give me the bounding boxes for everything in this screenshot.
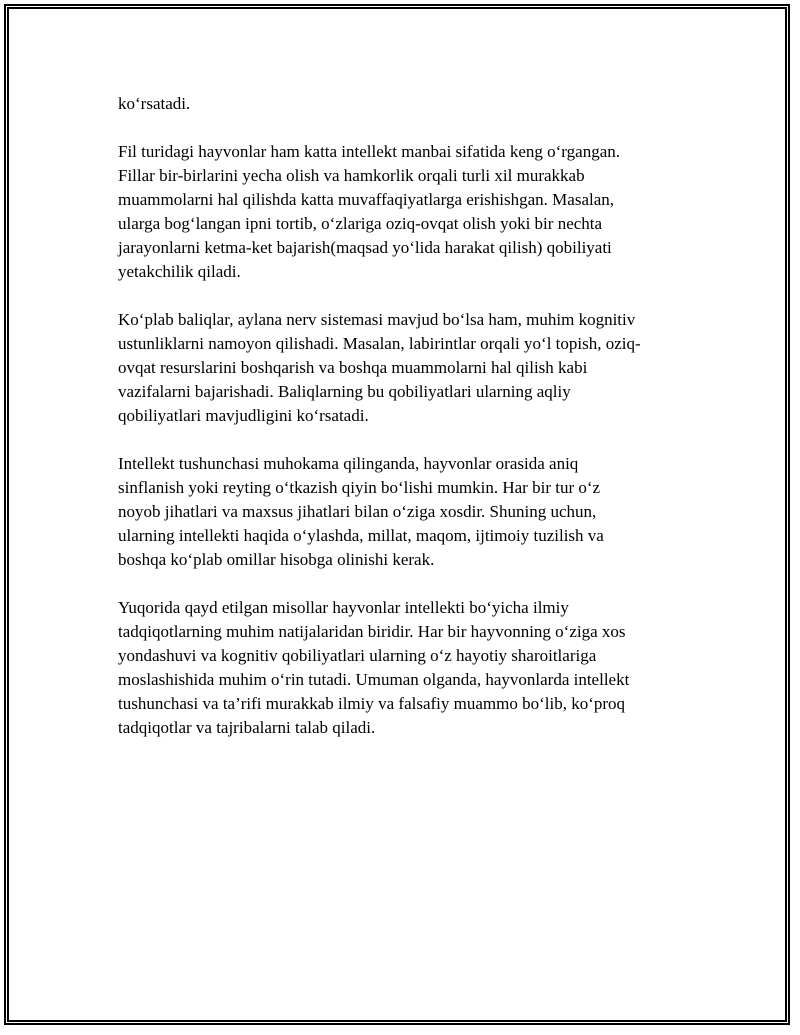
paragraph-fish: Ko‘plab baliqlar, aylana nerv sistemasi mavjud bo‘lsa ham, muhim kognitiv ustunliklarni namoyon qilishadi. Masalan, labirintlar orqali yo‘l topish, oziq- ovqat resurslarini boshqarish va boshqa muammolarni hal qilish kabi vazifalarni bajarishadi. Baliqlarning bu qobiliyatlari ularning aqliy qobiliyatlari mavjudligini ko‘rsatadi. bbox=[118, 310, 641, 425]
paragraph-intelligence-concept: Intellekt tushunchasi muhokama qilinganda, hayvonlar orasida aniq sinflanish yoki reyting o‘tkazish qiyin bo‘lishi mumkin. Har bir tur o‘z noyob jihatlari va maxsus jihatlari bilan o‘ziga xosdir. Shuning uchun, ularning intellekti haqida o‘ylashda, millat, maqom, ijtimoiy tuzilish va boshqa ko‘plab omillar hisobga olinishi kerak. bbox=[118, 454, 604, 569]
paragraph-conclusion: Yuqorida qayd etilgan misollar hayvonlar intellekti bo‘yicha ilmiy tadqiqotlarning muhim natijalaridan biridir. Har bir hayvonning o‘ziga xos yondashuvi va kognitiv qobiliyatlari ularning o‘z hayotiy sharoitlariga moslashishida muhim o‘rin tutadi. Umuman olganda, hayvonlarda intellekt tushunchasi va ta’rifi murakkab ilmiy va falsafiy muammo bo‘lib, ko‘proq tadqiqotlar va tajribalarni talab qiladi. bbox=[118, 598, 630, 737]
document-body bbox=[118, 92, 698, 764]
paragraph-elephants: Fil turidagi hayvonlar ham katta intellekt manbai sifatida keng o‘rgangan. Fillar bir-birlarini yecha olish va hamkorlik orqali turli xil murakkab muammolarni hal qilishda katta muvaffaqiyatlarga erishishgan. Masalan, ularga bog‘langan ipni tortib, o‘zlariga oziq-ovqat olish yoki bir nechta jarayonlarni ketma-ket bajarish(maqsad yo‘lida harakat qilish) qobiliyati yetakchilik qiladi. bbox=[118, 142, 620, 281]
paragraph-continuation: ko‘rsatadi. bbox=[118, 94, 191, 113]
